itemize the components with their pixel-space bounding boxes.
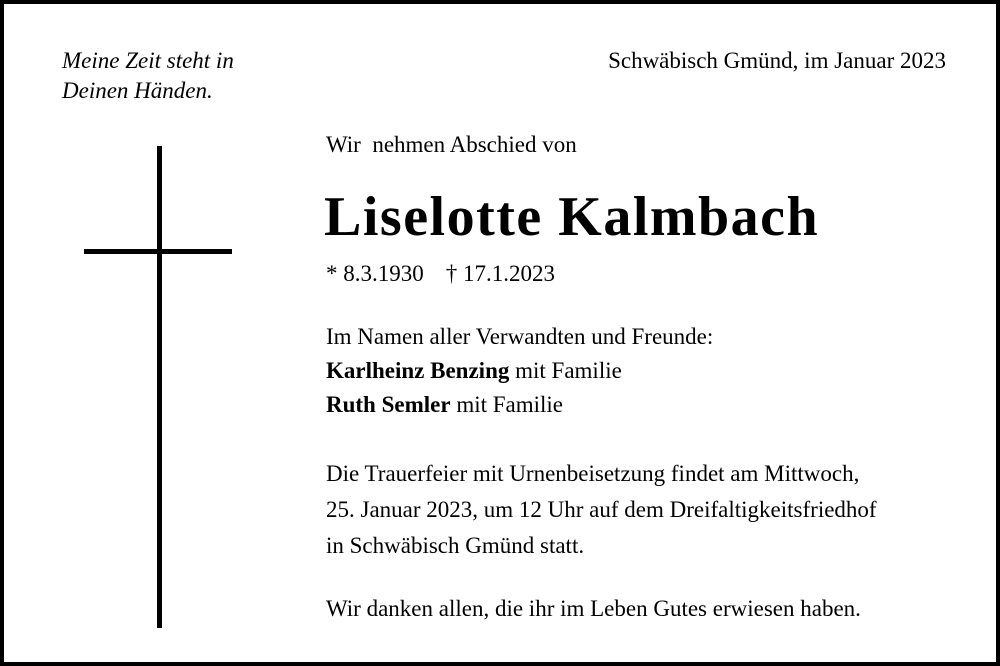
thanks-text: Wir danken allen, die ihr im Leben Gutes erwiesen haben. <box>326 596 861 621</box>
mourner-name: Karlheinz Benzing <box>326 358 510 383</box>
cross-icon-horizontal-bar <box>84 249 232 254</box>
mourner-line <box>326 354 713 388</box>
ceremony-line-2: 25. Januar 2023, um 12 Uhr auf dem Dreifaltigkeitsfriedhof <box>326 497 877 522</box>
mourners-block <box>326 320 713 422</box>
bible-motto <box>62 46 234 106</box>
motto-line-2: Deinen Händen. <box>62 78 213 103</box>
intro-text: Wir nehmen Abschied von <box>326 132 577 157</box>
ceremony-line-1: Die Trauerfeier mit Urnenbeisetzung findet am Mittwoch, <box>326 461 860 486</box>
mourner-name: Ruth Semler <box>326 392 451 417</box>
birth-date: * 8.3.1930 <box>326 261 424 286</box>
mourner-suffix: mit Familie <box>509 358 622 383</box>
life-dates <box>326 259 555 289</box>
deceased-name: Liselotte Kalmbach <box>324 186 820 248</box>
mourner-line <box>326 388 713 422</box>
cross-icon-vertical-bar <box>157 146 162 628</box>
ceremony-info <box>326 456 877 564</box>
mourners-heading: Im Namen aller Verwandten und Freunde: <box>326 324 714 349</box>
motto-line-1: Meine Zeit steht in <box>62 48 234 73</box>
death-date: † 17.1.2023 <box>445 261 555 286</box>
mourner-suffix: mit Familie <box>450 392 564 417</box>
ceremony-line-3: in Schwäbisch Gmünd statt. <box>326 533 585 558</box>
place-date: Schwäbisch Gmünd, im Januar 2023 <box>608 48 946 73</box>
